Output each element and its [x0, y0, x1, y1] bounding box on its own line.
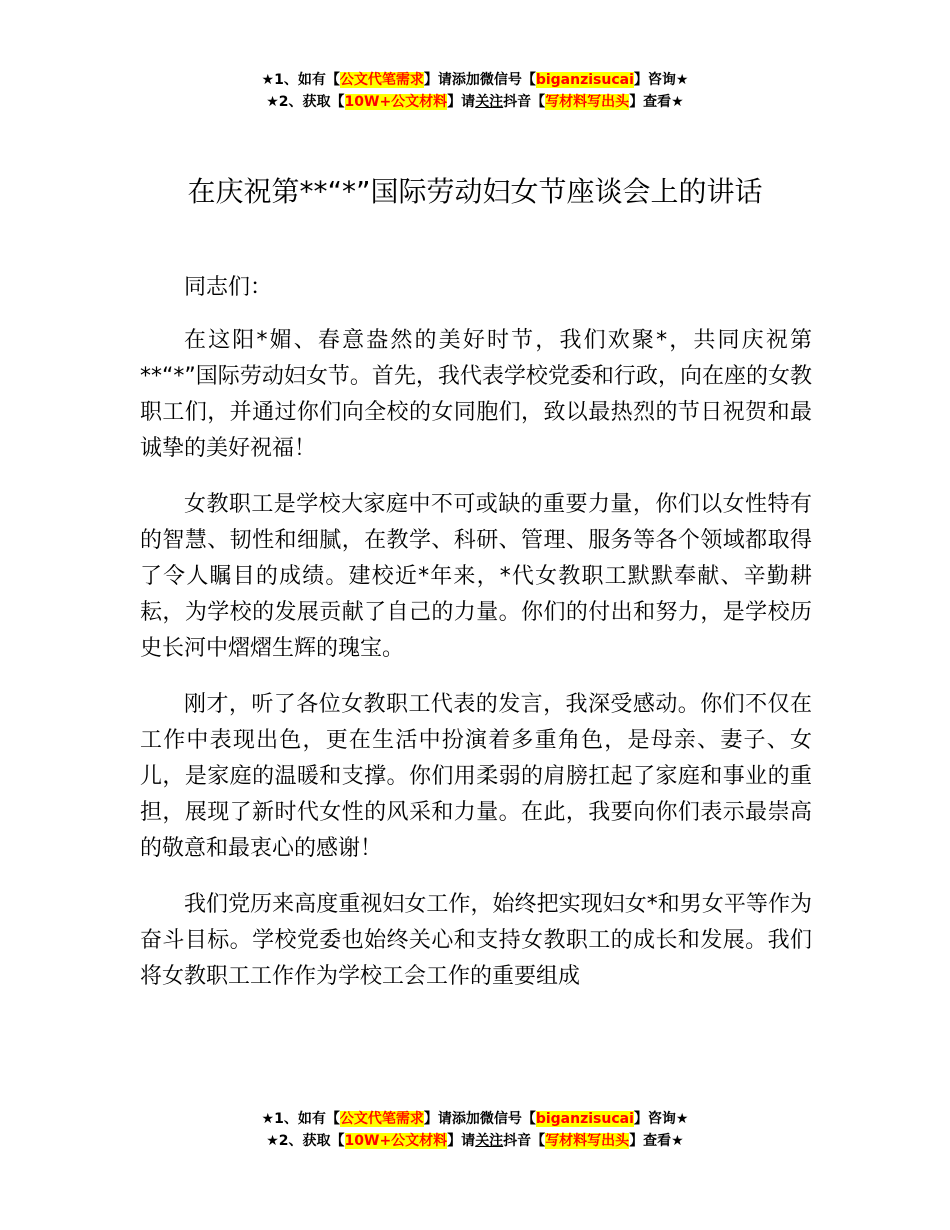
banner-highlight: 公文代笔需求 — [339, 1111, 424, 1127]
banner-line-2: ★2、获取【10W+公文材料】请关注抖音【写材料写出头】查看★ — [266, 94, 684, 110]
banner-line-1: ★1、如有【公文代笔需求】请添加微信号【biganzisucai】咨询★ — [261, 72, 689, 88]
banner-line-2: ★2、获取【10W+公文材料】请关注抖音【写材料写出头】查看★ — [266, 1133, 684, 1149]
douyin-id-highlight: 写材料写出头 — [545, 1133, 630, 1149]
paragraph: 刚才，听了各位女教职工代表的发言，我深受感动。你们不仅在工作中表现出色，更在生活中扮演着多重角色，是母亲、妻子、女儿，是家庭的温暖和支撑。你们用柔弱的肩膀扛起了家庭和事业的重担，展现了新时代女性的风采和力量。在此，我要向你们表示最崇高的敬意和最衷心的感谢！ — [140, 692, 812, 861]
paragraph: 在这阳*媚、春意盎然的美好时节，我们欢聚*，共同庆祝第**“*”国际劳动妇女节。首先，我代表学校党委和行政，向在座的女教职工们，并通过你们向全校的女同胞们，致以最热烈的节日祝贺和最诚挚的美好祝福！ — [140, 328, 812, 461]
header-banner — [0, 69, 950, 113]
document-body — [140, 270, 812, 1015]
douyin-id-highlight: 写材料写出头 — [545, 94, 630, 110]
paragraph: 我们党历来高度重视妇女工作，始终把实现妇女*和男女平等作为奋斗目标。学校党委也始终关心和支持女教职工的成长和发展。我们将女教职工工作作为学校工会工作的重要组成 — [140, 892, 812, 989]
wechat-id-highlight: biganzisucai — [535, 72, 634, 88]
footer-banner — [0, 1108, 950, 1152]
banner-highlight: 10W+公文材料 — [344, 94, 448, 110]
wechat-id-highlight: biganzisucai — [535, 1111, 634, 1127]
banner-highlight: 公文代笔需求 — [339, 72, 424, 88]
paragraph: 女教职工是学校大家庭中不可或缺的重要力量，你们以女性特有的智慧、韧性和细腻，在教学、科研、管理、服务等各个领域都取得了令人瞩目的成绩。建校近*年来，*代女教职工默默奉献、辛勤耕耘，为学校的发展贡献了自己的力量。你们的付出和努力，是学校历史长河中熠熠生辉的瑰宝。 — [140, 492, 812, 661]
banner-highlight: 10W+公文材料 — [344, 1133, 448, 1149]
banner-line-1: ★1、如有【公文代笔需求】请添加微信号【biganzisucai】咨询★ — [261, 1111, 689, 1127]
document-title: 在庆祝第**“*”国际劳动妇女节座谈会上的讲话 — [187, 175, 763, 208]
salutation: 同志们： — [184, 275, 273, 300]
